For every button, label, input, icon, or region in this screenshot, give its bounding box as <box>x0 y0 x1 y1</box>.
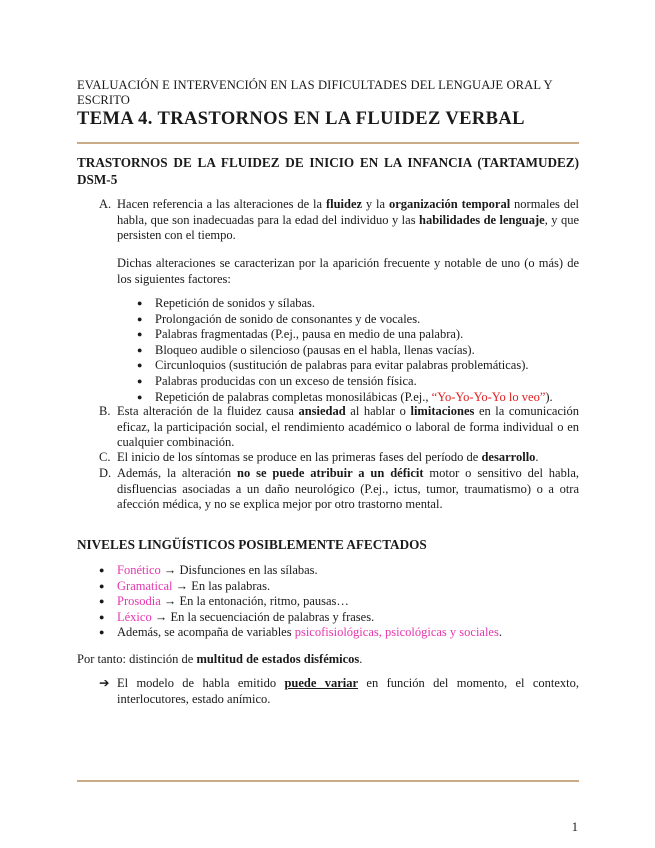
list-item: ● Circunloquios (sustitución de palabras para evitar palabras problemáticas). <box>137 358 579 374</box>
levels-list <box>99 563 579 641</box>
list-item: ● Bloqueo audible o silencioso (pausas en el habla, llenas vacías). <box>137 343 579 359</box>
item-a-text: Hacen referencia a las alteraciones de la fluidez y la organización temporal normales del habla, que son inadecuadas para la edad del individuo y las habilidades de lenguaje, y que persisten con el tiempo. <box>117 197 580 243</box>
list-item: ● Repetición de palabras completas monosilábicas (P.ej., “Yo-Yo-Yo-Yo lo veo”). <box>137 390 579 406</box>
page-number: 1 <box>571 820 578 834</box>
list-item: ● Gramatical → En las palabras. <box>99 579 579 595</box>
item-d-text: Además, la alteración no se puede atribuir a un déficit motor o sensitivo del habla, disfluencias asociadas a un daño neurológico (P.ej., ictus, tumor, traumatismo) o a otra afección médica, y no se explica mejor por otro trastorno mental. <box>117 466 579 512</box>
item-c-text: El inicio de los síntomas se produce en las primeras fases del período de desarrollo. <box>117 450 539 464</box>
page-title: TEMA 4. TRASTORNOS EN LA FLUIDEZ VERBAL <box>77 109 525 129</box>
list-item: ● Repetición de sonidos y sílabas. <box>137 296 579 312</box>
section-heading-niveles: NIVELES LINGÜÍSTICOS POSIBLEMENTE AFECTADOS <box>77 537 427 552</box>
item-label-b: B. <box>99 404 111 418</box>
list-item: ● Palabras producidas con un exceso de tensión física. <box>137 374 579 390</box>
arrow-point-text: El modelo de habla emitido puede variar en función del momento, el contexto, interlocutores, estado anímico. <box>117 676 579 706</box>
item-b-text: Esta alteración de la fluidez causa ansiedad al hablar o limitaciones en la comunicación eficaz, la participación social, el rendimiento académico o laboral de forma individual o en cualquier combinación. <box>117 404 579 450</box>
list-item: ● Léxico → En la secuenciación de palabras y frases. <box>99 610 579 626</box>
factors-list <box>137 296 579 405</box>
list-item: ● Además, se acompaña de variables psicofisiológicas, psicológicas y sociales. <box>99 625 579 641</box>
section-heading-dsm5: TRASTORNOS DE LA FLUIDEZ DE INICIO EN LA INFANCIA (TARTAMUDEZ) DSM-5 <box>77 155 579 187</box>
factors-intro: Dichas alteraciones se caracterizan por la aparición frecuente y notable de uno (o más) de los siguientes factores: <box>117 256 579 286</box>
item-label-c: C. <box>99 450 111 464</box>
conclusion-text: Por tanto: distinción de multitud de estados disfémicos. <box>77 652 363 666</box>
quote-example: “Yo-Yo-Yo-Yo lo veo” <box>431 389 546 404</box>
list-item: ● Fonético → Disfunciones en las sílabas. <box>99 563 579 579</box>
top-divider <box>77 142 579 144</box>
course-title: EVALUACIÓN E INTERVENCIÓN EN LAS DIFICULTADES DEL LENGUAJE ORAL Y ESCRITO <box>77 78 553 107</box>
list-item: ● Prosodia → En la entonación, ritmo, pausas… <box>99 594 579 610</box>
bottom-divider <box>77 780 579 782</box>
item-label-d: D. <box>99 466 112 480</box>
list-item: ● Palabras fragmentadas (P.ej., pausa en medio de una palabra). <box>137 327 579 343</box>
item-label-a: A. <box>99 197 112 211</box>
arrow-icon: ➔ <box>99 676 110 690</box>
list-item: ● Prolongación de sonido de consonantes y de vocales. <box>137 312 579 328</box>
